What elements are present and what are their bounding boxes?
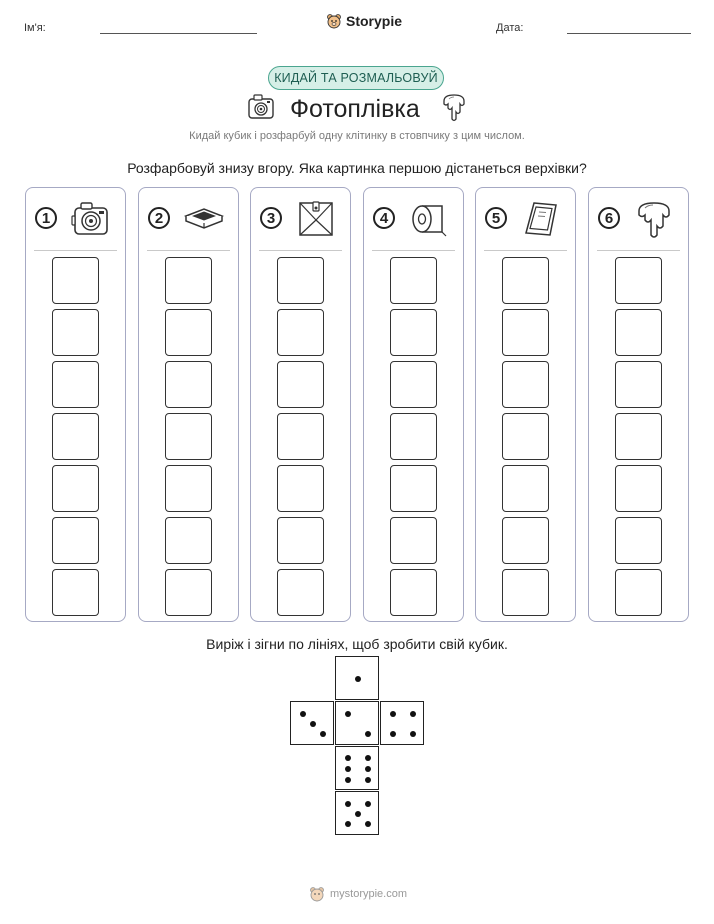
dice-pip [390, 731, 396, 737]
color-cell[interactable] [165, 569, 212, 616]
dice-face-5 [335, 791, 379, 835]
color-cell[interactable] [502, 257, 549, 304]
photo-frame-icon [520, 198, 562, 240]
color-cell[interactable] [52, 569, 99, 616]
column-divider [484, 250, 567, 251]
dice-pip [345, 711, 351, 717]
color-cell[interactable] [165, 517, 212, 564]
column-divider [597, 250, 680, 251]
color-cell[interactable] [52, 309, 99, 356]
dice-pip [355, 811, 361, 817]
color-cell[interactable] [502, 569, 549, 616]
color-cell[interactable] [390, 517, 437, 564]
color-cell[interactable] [277, 517, 324, 564]
dice-pip [390, 711, 396, 717]
dice-face-6 [335, 746, 379, 790]
brand-logo [326, 13, 402, 29]
footer-url: mystorypie.com [330, 888, 408, 900]
activity-badge: КИДАЙ ТА РОЗМАЛЬОВУЙ [268, 66, 444, 90]
brand-name: Storypie [346, 13, 403, 29]
color-cell[interactable] [52, 361, 99, 408]
dice-pip [365, 777, 371, 783]
dice-face-4 [380, 701, 424, 745]
color-cell[interactable] [502, 413, 549, 460]
developing-tray-icon [183, 198, 225, 240]
dice-pip [365, 801, 371, 807]
film-envelope-icon [295, 198, 337, 240]
color-cell[interactable] [390, 413, 437, 460]
dice-pip [300, 711, 306, 717]
color-cell[interactable] [277, 361, 324, 408]
bear-logo-icon [309, 886, 325, 902]
color-cell[interactable] [615, 465, 662, 512]
page-title: Фотоплівка [290, 95, 420, 123]
name-label: Ім'я: [24, 22, 46, 34]
dice-pip [355, 676, 361, 682]
color-cell[interactable] [390, 309, 437, 356]
color-cell[interactable] [277, 569, 324, 616]
color-cell[interactable] [390, 361, 437, 408]
date-line [567, 33, 691, 34]
dice-pip [320, 731, 326, 737]
name-line [100, 33, 257, 34]
color-cell[interactable] [502, 517, 549, 564]
cut-instruction: Виріж і зігни по лініях, щоб зробити свій кубик. [206, 636, 508, 652]
color-cell[interactable] [615, 361, 662, 408]
dice-face-3 [290, 701, 334, 745]
column-number: 3 [260, 207, 282, 229]
color-cell[interactable] [615, 413, 662, 460]
color-cell[interactable] [277, 465, 324, 512]
column-5 [475, 187, 576, 622]
color-cell[interactable] [502, 309, 549, 356]
subtitle: Кидай кубик і розфарбуй одну клітинку в стовпчику з цим числом. [189, 130, 525, 142]
color-cell[interactable] [52, 413, 99, 460]
column-1 [25, 187, 126, 622]
dice-pip [345, 755, 351, 761]
dice-pip [310, 721, 316, 727]
camera-icon [70, 198, 112, 240]
color-cell[interactable] [277, 257, 324, 304]
dice-pip [345, 821, 351, 827]
dice-pip [345, 801, 351, 807]
column-2 [138, 187, 239, 622]
dripping-liquid-icon [441, 92, 467, 124]
color-cell[interactable] [277, 413, 324, 460]
dice-face-1 [335, 656, 379, 700]
dice-pip [345, 766, 351, 772]
column-number: 6 [598, 207, 620, 229]
color-cell[interactable] [165, 413, 212, 460]
instruction: Розфарбовуй знизу вгору. Яка картинка першою дістанеться верхівки? [127, 160, 587, 176]
color-cell[interactable] [165, 257, 212, 304]
paper-roll-icon [408, 198, 450, 240]
color-cell[interactable] [390, 465, 437, 512]
dice-pip [365, 731, 371, 737]
column-divider [372, 250, 455, 251]
column-divider [147, 250, 230, 251]
bear-logo-icon [326, 13, 342, 29]
color-cell[interactable] [165, 361, 212, 408]
column-number: 1 [35, 207, 57, 229]
column-4 [363, 187, 464, 622]
camera-icon [246, 92, 276, 122]
dice-pip [345, 777, 351, 783]
color-cell[interactable] [615, 257, 662, 304]
color-cell[interactable] [615, 569, 662, 616]
column-3 [250, 187, 351, 622]
color-cell[interactable] [502, 465, 549, 512]
column-6 [588, 187, 689, 622]
date-label: Дата: [496, 22, 524, 34]
dice-pip [365, 755, 371, 761]
color-cell[interactable] [52, 517, 99, 564]
color-cell[interactable] [390, 257, 437, 304]
color-cell[interactable] [502, 361, 549, 408]
footer [309, 886, 407, 902]
dice-pip [365, 766, 371, 772]
column-number: 5 [485, 207, 507, 229]
dice-pip [365, 821, 371, 827]
dice-face-2 [335, 701, 379, 745]
color-cell[interactable] [390, 569, 437, 616]
color-cell[interactable] [52, 465, 99, 512]
dripping-liquid-icon [633, 198, 675, 240]
column-divider [34, 250, 117, 251]
color-cell[interactable] [165, 465, 212, 512]
color-cell[interactable] [277, 309, 324, 356]
column-number: 2 [148, 207, 170, 229]
color-cell[interactable] [615, 517, 662, 564]
color-cell[interactable] [52, 257, 99, 304]
dice-pip [410, 731, 416, 737]
column-divider [259, 250, 342, 251]
color-cell[interactable] [615, 309, 662, 356]
column-number: 4 [373, 207, 395, 229]
dice-pip [410, 711, 416, 717]
color-cell[interactable] [165, 309, 212, 356]
dice-net [290, 656, 425, 836]
